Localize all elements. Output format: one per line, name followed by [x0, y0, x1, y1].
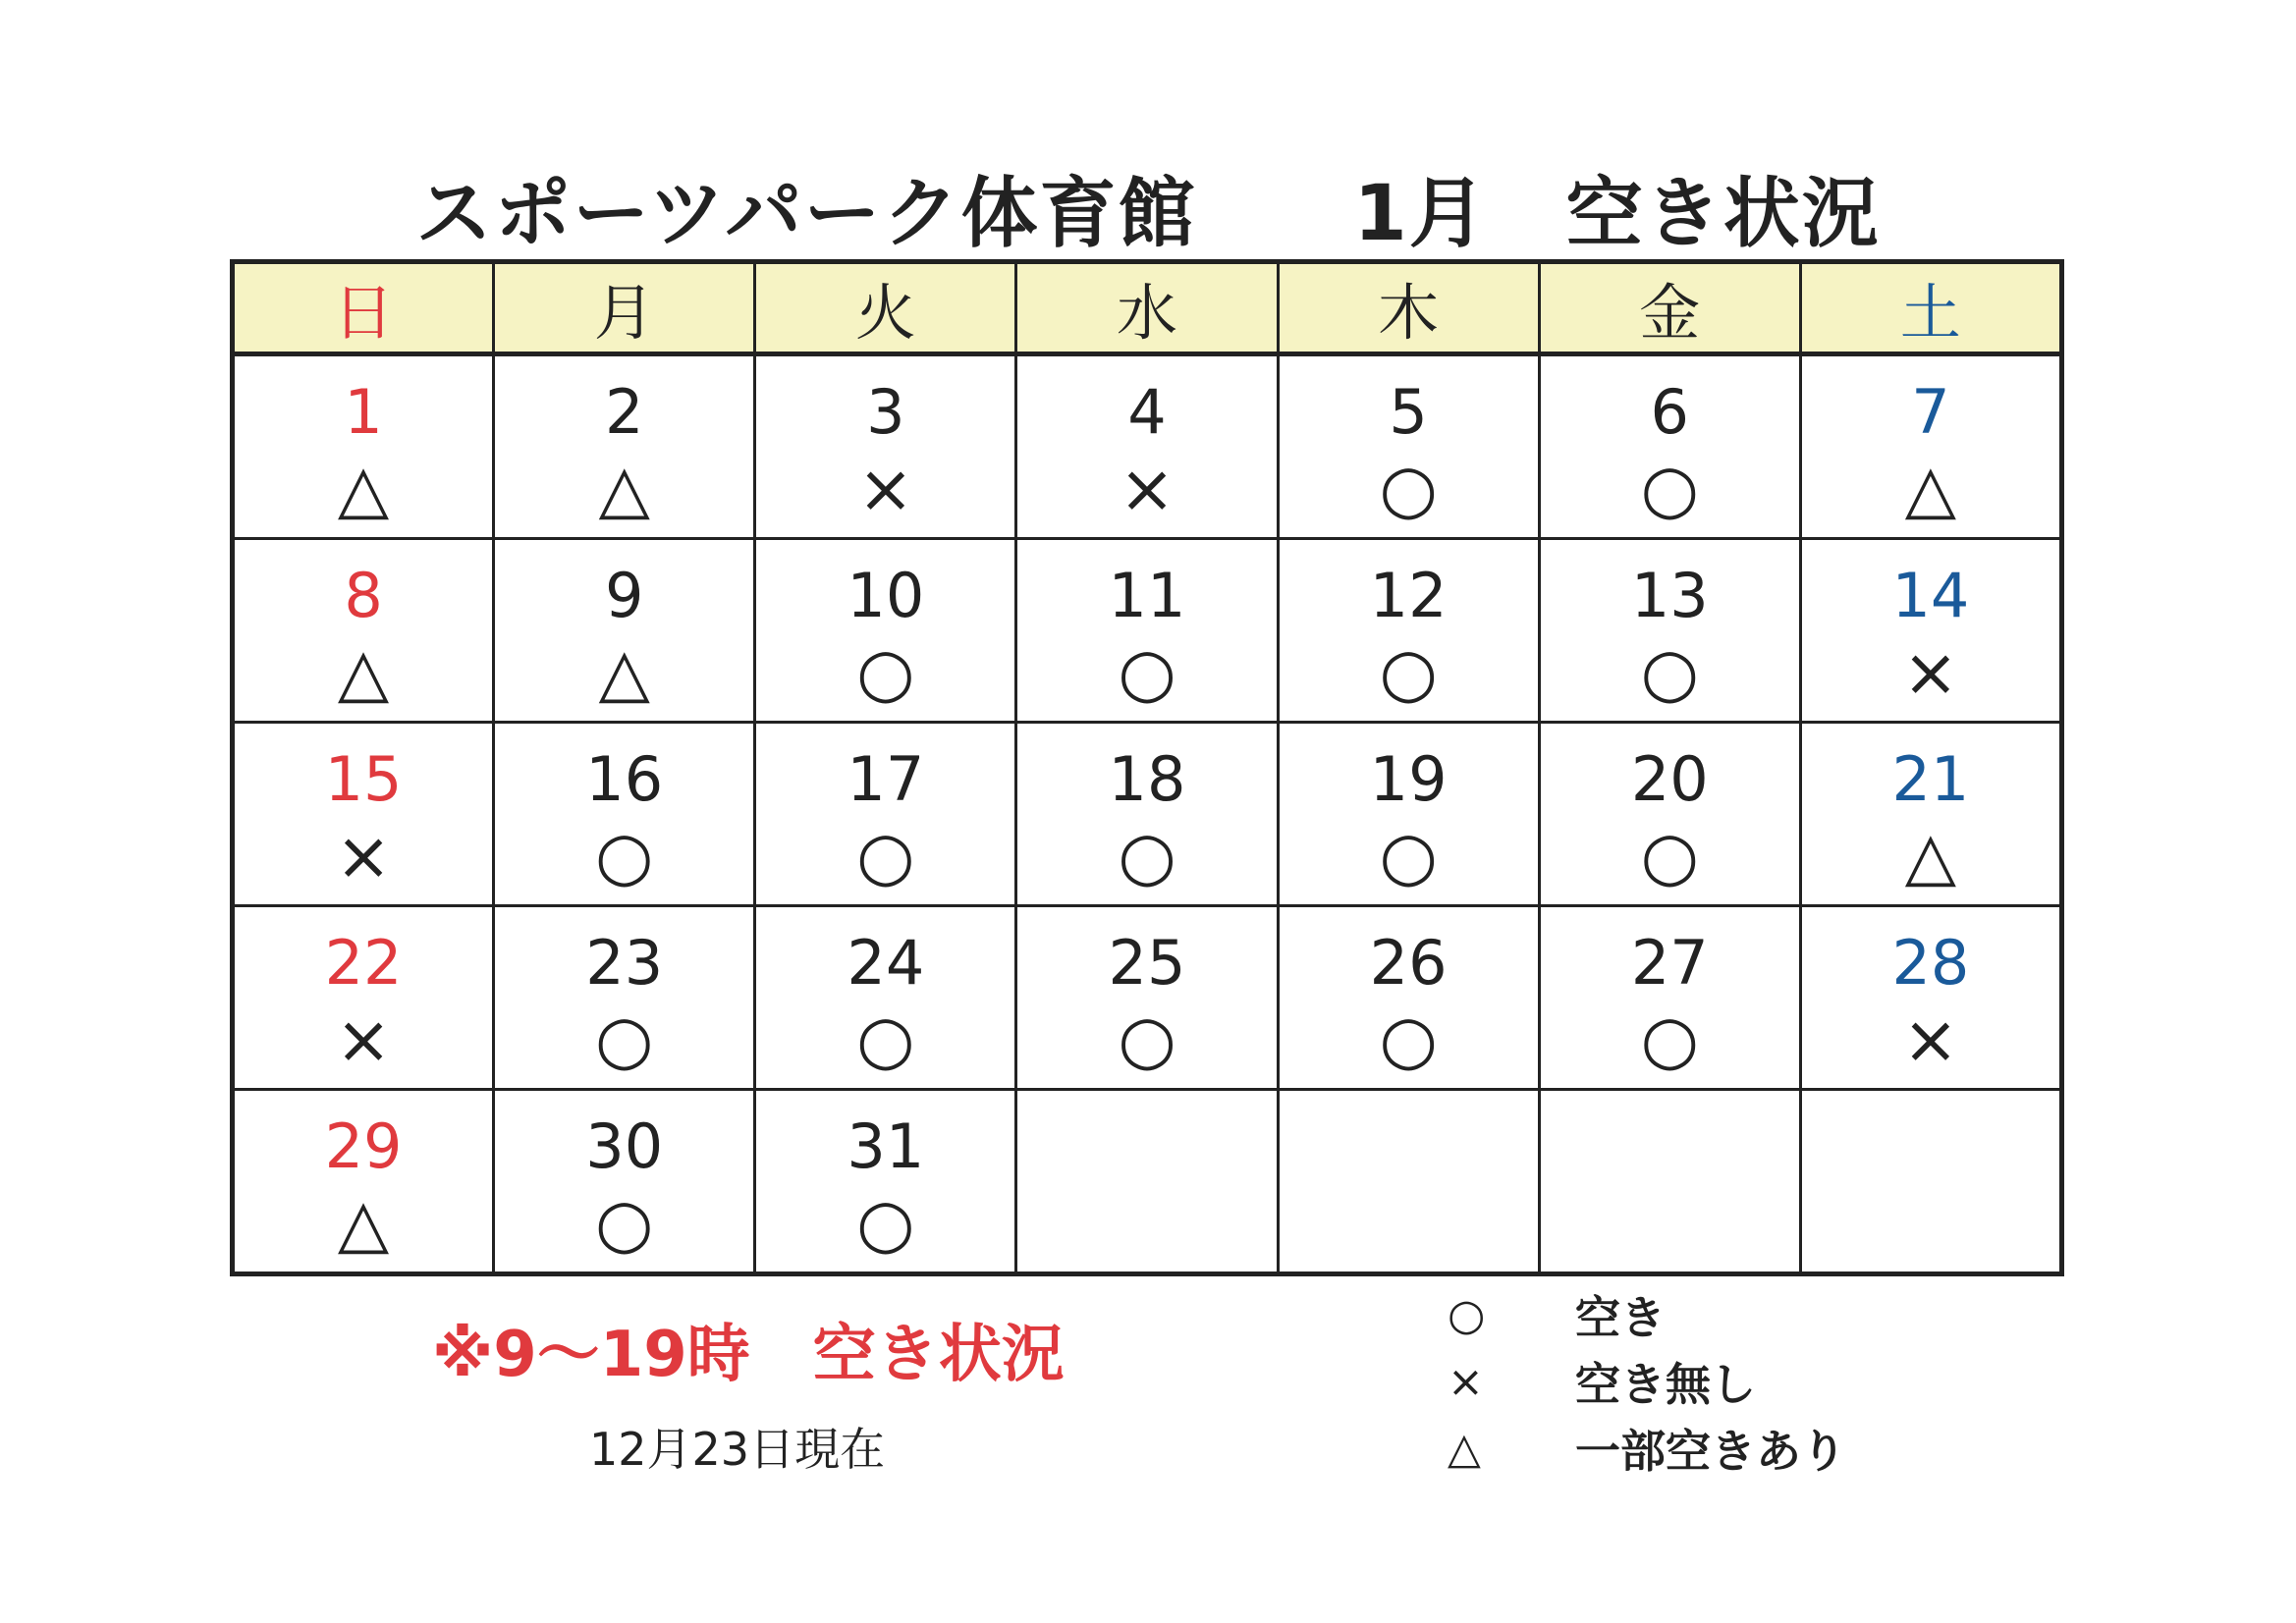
legend-label: 空き無し: [1575, 1358, 1756, 1411]
weekday-header-row: [233, 262, 2062, 354]
day-number: 6: [1650, 376, 1689, 448]
availability-mark: ○: [595, 1001, 654, 1079]
availability-mark: △: [1904, 818, 1957, 895]
calendar-day-cell: [1278, 1090, 1539, 1274]
day-number: 29: [324, 1110, 403, 1182]
calendar-day-cell: [233, 1090, 494, 1274]
calendar-week-row: [233, 906, 2062, 1090]
day-number: 13: [1630, 560, 1709, 631]
weekday-mon: 月: [494, 262, 755, 354]
calendar-day-cell: [494, 1090, 755, 1274]
day-number: 8: [344, 560, 383, 631]
day-number: 3: [866, 376, 905, 448]
availability-mark: △: [337, 451, 390, 528]
day-number: 12: [1369, 560, 1448, 631]
availability-mark: △: [337, 634, 390, 712]
day-number: 31: [847, 1110, 925, 1182]
availability-mark: ○: [1118, 1001, 1176, 1079]
day-number: 4: [1127, 376, 1167, 448]
calendar-day-cell: [1800, 354, 2061, 539]
day-number: 24: [847, 927, 925, 999]
calendar-day-cell: [755, 354, 1016, 539]
calendar-day-cell: [233, 906, 494, 1090]
availability-mark: ○: [595, 1185, 654, 1263]
availability-mark: ○: [1640, 818, 1699, 895]
availability-mark: ○: [1118, 634, 1176, 712]
legend-item-full: [1434, 1348, 1944, 1415]
day-number: 21: [1891, 743, 1970, 815]
availability-mark: ○: [1379, 818, 1438, 895]
availability-mark: ○: [1379, 1001, 1438, 1079]
legend: [1434, 1281, 1944, 1482]
availability-mark: ○: [1118, 818, 1176, 895]
availability-mark: ○: [1640, 634, 1699, 712]
calendar-day-cell: [1800, 906, 2061, 1090]
availability-mark: △: [598, 634, 650, 712]
availability-mark: △: [598, 451, 650, 528]
calendar-day-cell: [755, 1090, 1016, 1274]
calendar-week-row: [233, 539, 2062, 723]
calendar-day-cell: [1539, 539, 1800, 723]
calendar-day-cell: [1800, 1090, 2061, 1274]
availability-mark: ×: [1902, 1001, 1959, 1079]
day-number: 19: [1369, 743, 1448, 815]
calendar-day-cell: [1016, 354, 1278, 539]
day-number: 15: [324, 743, 403, 815]
weekday-fri: 金: [1539, 262, 1800, 354]
day-number: 11: [1108, 560, 1186, 631]
triangle-icon: △: [1448, 1423, 1481, 1474]
availability-mark: ○: [1379, 634, 1438, 712]
day-number: 5: [1389, 376, 1428, 448]
availability-mark: △: [337, 1185, 390, 1263]
availability-mark: ○: [856, 1185, 915, 1263]
day-number: 28: [1891, 927, 1970, 999]
calendar-day-cell: [233, 723, 494, 906]
day-number: 1: [344, 376, 383, 448]
day-number: 9: [604, 560, 644, 631]
legend-label: 一部空きあり: [1575, 1425, 1846, 1478]
calendar-day-cell: [1016, 1090, 1278, 1274]
calendar-day-cell: [1800, 723, 2061, 906]
availability-mark: ×: [1119, 451, 1175, 528]
weekday-thu: 木: [1278, 262, 1539, 354]
calendar-week-row: [233, 354, 2062, 539]
weekday-sat: 土: [1800, 262, 2061, 354]
calendar-day-cell: [1016, 539, 1278, 723]
weekday-sun: 日: [233, 262, 494, 354]
availability-mark: ×: [1902, 634, 1959, 712]
day-number: 27: [1630, 927, 1709, 999]
day-number: 23: [585, 927, 664, 999]
calendar-day-cell: [233, 539, 494, 723]
day-number: 17: [847, 743, 925, 815]
page-title: スポーツパーク体育館 1月 空き状況: [415, 170, 1881, 258]
availability-mark: ○: [1379, 451, 1438, 528]
day-number: 7: [1911, 376, 1950, 448]
calendar-week-row: [233, 1090, 2062, 1274]
legend-label: 空き: [1575, 1291, 1666, 1344]
hours-note: ※9～19時 空き状況: [432, 1319, 1065, 1391]
day-number: 20: [1630, 743, 1709, 815]
calendar-day-cell: [1278, 906, 1539, 1090]
cross-icon: ×: [1448, 1356, 1484, 1407]
day-number: 2: [604, 376, 644, 448]
calendar-day-cell: [1016, 723, 1278, 906]
availability-mark: ○: [856, 1001, 915, 1079]
calendar-body: [233, 354, 2062, 1274]
availability-mark: ○: [595, 818, 654, 895]
calendar-week-row: [233, 723, 2062, 906]
calendar-day-cell: [1278, 539, 1539, 723]
availability-calendar: [230, 259, 2064, 1276]
availability-mark: ×: [335, 1001, 392, 1079]
day-number: 26: [1369, 927, 1448, 999]
availability-mark: △: [1904, 451, 1957, 528]
calendar-day-cell: [1800, 539, 2061, 723]
calendar-day-cell: [1539, 906, 1800, 1090]
availability-mark: ×: [857, 451, 914, 528]
weekday-tue: 火: [755, 262, 1016, 354]
calendar-day-cell: [494, 723, 755, 906]
calendar-day-cell: [1539, 354, 1800, 539]
calendar-day-cell: [1539, 723, 1800, 906]
day-number: 16: [585, 743, 664, 815]
day-number: 25: [1108, 927, 1186, 999]
calendar-day-cell: [494, 539, 755, 723]
availability-mark: ○: [1640, 451, 1699, 528]
availability-mark: ○: [856, 818, 915, 895]
calendar-day-cell: [755, 539, 1016, 723]
calendar-day-cell: [494, 354, 755, 539]
weekday-wed: 水: [1016, 262, 1278, 354]
calendar-day-cell: [1278, 723, 1539, 906]
calendar-day-cell: [755, 906, 1016, 1090]
day-number: 22: [324, 927, 403, 999]
calendar-day-cell: [755, 723, 1016, 906]
day-number: 30: [585, 1110, 664, 1182]
day-number: 14: [1891, 560, 1970, 631]
legend-item-available: [1434, 1281, 1944, 1348]
calendar-day-cell: [1278, 354, 1539, 539]
availability-mark: ○: [856, 634, 915, 712]
as-of-date: 12月23日現在: [589, 1423, 886, 1476]
calendar-day-cell: [494, 906, 755, 1090]
calendar-day-cell: [233, 354, 494, 539]
circle-icon: ○: [1448, 1289, 1486, 1340]
day-number: 10: [847, 560, 925, 631]
legend-item-partial: [1434, 1415, 1944, 1482]
availability-mark: ○: [1640, 1001, 1699, 1079]
availability-mark: ×: [335, 818, 392, 895]
calendar-day-cell: [1539, 1090, 1800, 1274]
day-number: 18: [1108, 743, 1186, 815]
calendar-day-cell: [1016, 906, 1278, 1090]
